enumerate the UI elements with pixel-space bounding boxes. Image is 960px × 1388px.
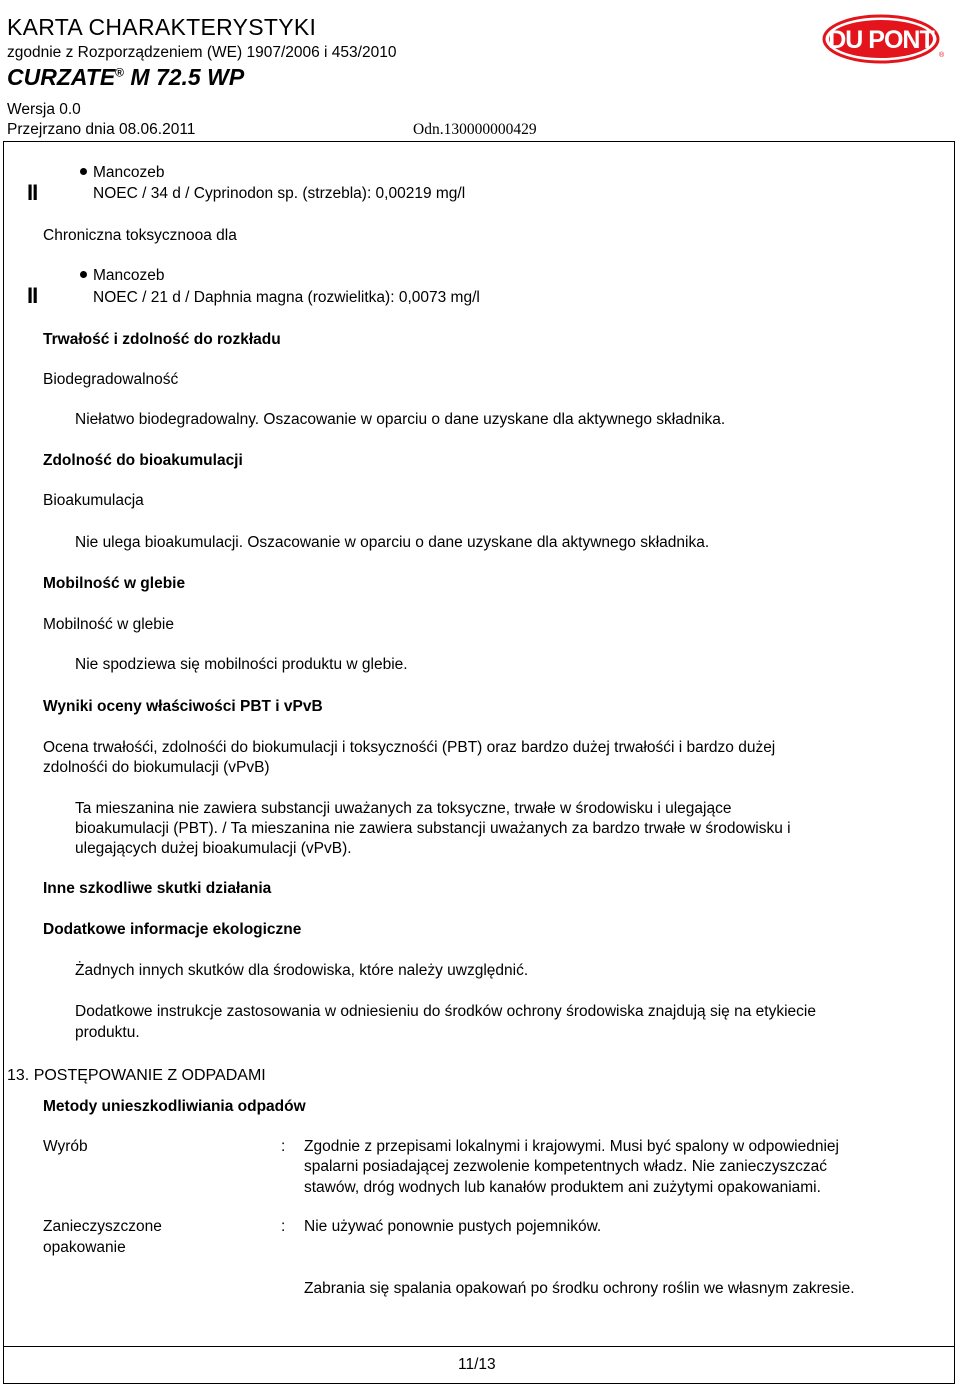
persistence-heading: Trwałość i zdolność do rozkładu <box>43 331 281 348</box>
revision-marker: II <box>27 180 38 205</box>
pbt-text-line: ulegających dużej bioakumulacji (vPvB). <box>75 840 352 857</box>
toxicity-value: NOEC / 34 d / Cyprinodon sp. (strzebla): 0,00219 mg/l <box>93 185 466 202</box>
disposal-row-text: Nie używać ponownie pustych pojemników. <box>304 1218 602 1235</box>
disposal-row-text: Zabrania się spalania opakowań po środku ochrony roślin we własnym zakresie. <box>304 1280 855 1297</box>
disposal-row-text: spalarni posiadającej zezwolenie kompetentnych władz. Nie zanieczyszczać <box>304 1158 827 1175</box>
disposal-row-label: Zanieczyszczone <box>43 1218 162 1235</box>
section-13-title: 13. POSTĘPOWANIE Z ODPADAMI <box>7 1067 266 1084</box>
footer-divider <box>3 1346 955 1347</box>
pbt-text-line: Ta mieszanina nie zawiera substancji uważanych za toksyczne, trwałe w środowisku i ulegające <box>75 800 732 817</box>
reference-number: Odn.130000000429 <box>413 121 537 138</box>
mobility-text: Nie spodziewa się mobilności produktu w glebie. <box>75 656 408 673</box>
bullet <box>80 271 87 278</box>
logo-registered-mark: ® <box>939 52 944 59</box>
substance-name: Mancozeb <box>93 164 165 181</box>
disposal-row-label: opakowanie <box>43 1239 126 1256</box>
version-line: Wersja 0.0 <box>7 101 81 118</box>
bullet <box>80 168 87 175</box>
page-number: 11/13 <box>458 1356 496 1373</box>
substance-name: Mancozeb <box>93 267 165 284</box>
biodegradability-text: Niełatwo biodegradowalny. Oszacowanie w oparciu o dane uzyskane dla aktywnego składnika. <box>75 411 726 428</box>
mobility-label: Mobilność w glebie <box>43 616 174 633</box>
document-title: KARTA CHARAKTERYSTYKI <box>7 14 317 40</box>
registered-mark: ® <box>115 65 125 80</box>
pbt-heading: Wyniki oceny właściwości PBT i vPvB <box>43 698 323 715</box>
disposal-row-colon: : <box>281 1138 286 1155</box>
regulation-line: zgodnie z Rozporządzeniem (WE) 1907/2006 i 453/2010 <box>7 44 397 61</box>
pbt-intro-line: zdolnośći do biokumulacji (vPvB) <box>43 759 270 776</box>
disposal-row-text: Zgodnie z przepisami lokalnymi i krajowymi. Musi być spalony w odpowiedniej <box>304 1138 839 1155</box>
pbt-text-line: bioakumulacji (PBT). / Ta mieszanina nie zawiera substancji uważanych za bardzo trwałe w środowisku i <box>75 820 791 837</box>
product-name <box>7 64 244 91</box>
bioaccumulation-label: Bioakumulacja <box>43 492 144 509</box>
biodegradability-label: Biodegradowalność <box>43 371 179 388</box>
disposal-row-colon: : <box>281 1218 286 1235</box>
disposal-row-label: Wyrób <box>43 1138 88 1155</box>
revision-marker: II <box>27 283 38 308</box>
bioaccumulation-heading: Zdolność do bioakumulacji <box>43 452 243 469</box>
toxicity-value: NOEC / 21 d / Daphnia magna (rozwielitka): 0,0073 mg/l <box>93 289 480 306</box>
additional-instructions-line: produktu. <box>75 1024 140 1041</box>
other-effects-text: Żadnych innych skutków dla środowiska, które należy uwzględnić. <box>75 962 529 979</box>
disposal-row-text: stawów, dróg wodnych lub kanałów produktem ani zużytymi opakowaniami. <box>304 1179 821 1196</box>
dupont-logo <box>822 14 944 64</box>
logo-wordmark: DU PONT <box>828 26 934 54</box>
bioaccumulation-text: Nie ulega bioakumulacji. Oszacowanie w oparciu o dane uzyskane dla aktywnego składnika. <box>75 534 710 551</box>
disposal-methods-heading: Metody unieszkodliwiania odpadów <box>43 1098 306 1115</box>
chronic-toxicity-heading: Chroniczna toksycznooa dla <box>43 227 237 244</box>
mobility-heading: Mobilność w glebie <box>43 575 186 592</box>
additional-eco-info-heading: Dodatkowe informacje ekologiczne <box>43 921 302 938</box>
product-name-text: CURZATE <box>7 64 116 90</box>
other-effects-heading: Inne szkodliwe skutki działania <box>43 880 272 897</box>
pbt-intro-line: Ocena trwałośći, zdolnośći do biokumulacji i toksycznośći (PBT) oraz bardzo dużej trwałośći i bardzo dużej <box>43 739 776 756</box>
additional-instructions-line: Dodatkowe instrukcje zastosowania w odniesieniu do środków ochrony środowiska znajdują się na etykiecie <box>75 1003 816 1020</box>
revised-date: Przejrzano dnia 08.06.2011 <box>7 121 196 138</box>
product-code: M 72.5 WP <box>130 64 245 90</box>
